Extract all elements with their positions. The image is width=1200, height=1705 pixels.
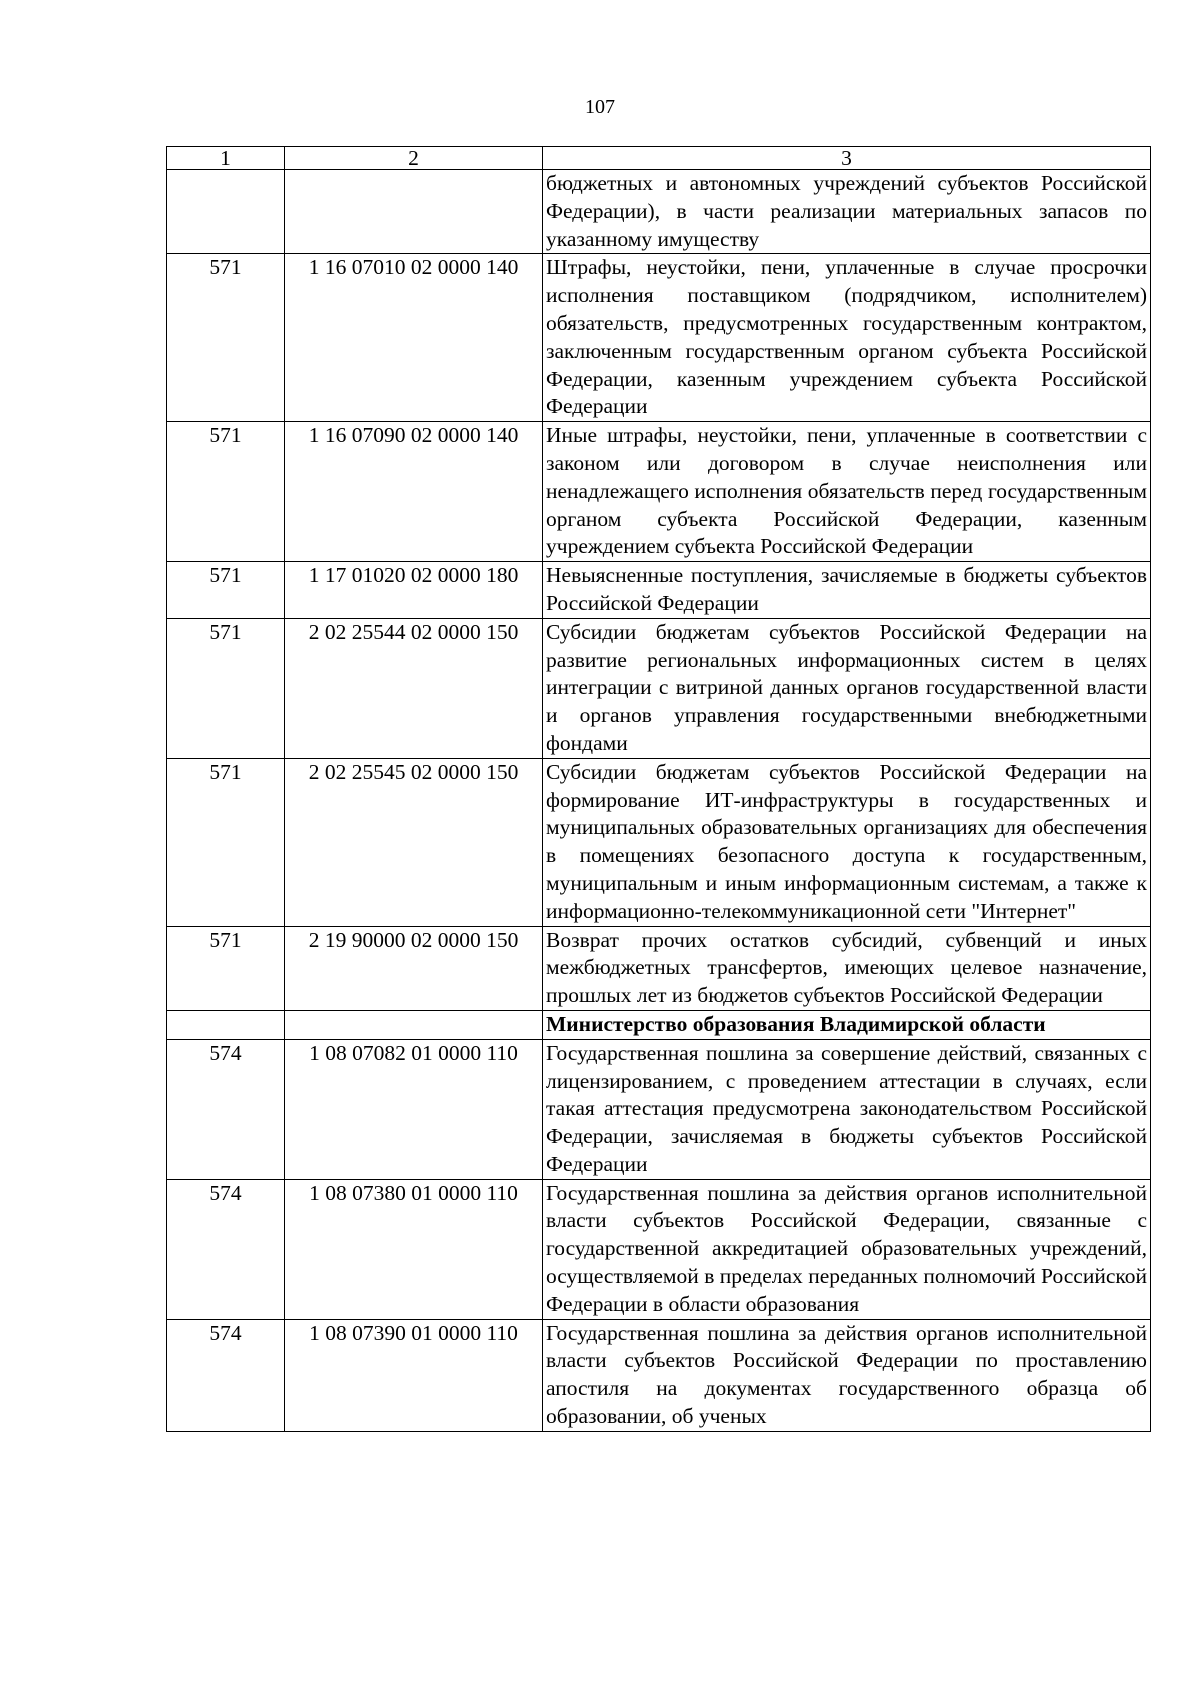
table-row [167,562,1151,619]
admin-code-cell [167,1010,285,1039]
admin-code-cell: 574 [167,1319,285,1431]
description-cell: Государственная пошлина за действия органов исполнительной власти субъектов Российской Федерации, связанные с государственной аккредитацией образовательных учреждений, осуществляемой в пределах переданных полномочий Российской Федерации в области образования [543,1179,1151,1319]
description-cell: Возврат прочих остатков субсидий, субвенций и иных межбюджетных трансфертов, имеющих целевое назначение, прошлых лет из бюджетов субъектов Российской Федерации [543,926,1151,1010]
admin-code-cell: 574 [167,1039,285,1179]
admin-code-cell: 571 [167,562,285,619]
section-heading-row [167,1010,1151,1039]
admin-code-cell: 574 [167,1179,285,1319]
table-row [167,170,1151,254]
description-cell: Субсидии бюджетам субъектов Российской Федерации на развитие региональных информационных систем в целях интеграции с витриной данных органов государственной власти и органов управления государственными внебюджетными фондами [543,618,1151,758]
description-cell: Субсидии бюджетам субъектов Российской Федерации на формирование ИТ-инфраструктуры в государственных и муниципальных образовательных организациях для обеспечения в помещениях безопасного доступа к государственным, муниципальным и иным информационным системам, а также к информационно-телекоммуникационной сети "Интернет" [543,758,1151,926]
admin-code-cell: 571 [167,618,285,758]
budget-code-cell [285,170,543,254]
revenue-codes-table [166,146,1151,1432]
budget-code-cell: 2 19 90000 02 0000 150 [285,926,543,1010]
budget-code-cell: 1 08 07082 01 0000 110 [285,1039,543,1179]
admin-code-cell: 571 [167,926,285,1010]
description-cell: Государственная пошлина за совершение действий, связанных с лицензированием, с проведением аттестации в случаях, если такая аттестация предусмотрена законодательством Российской Федерации, зачисляемая в бюджеты субъектов Российской Федерации [543,1039,1151,1179]
table-row [167,1039,1151,1179]
budget-code-cell: 1 16 07010 02 0000 140 [285,254,543,422]
table-row [167,1179,1151,1319]
budget-code-cell: 2 02 25545 02 0000 150 [285,758,543,926]
header-cell-3: 3 [543,147,1151,170]
budget-code-cell: 1 16 07090 02 0000 140 [285,422,543,562]
header-cell-2: 2 [285,147,543,170]
table-row [167,758,1151,926]
table-row [167,926,1151,1010]
admin-code-cell: 571 [167,758,285,926]
description-cell: Государственная пошлина за действия органов исполнительной власти субъектов Российской Федерации по проставлению апостиля на документах государственного образца об образовании, об ученых [543,1319,1151,1431]
ministry-heading: Министерство образования Владимирской области [543,1010,1151,1039]
table-header-row [167,147,1151,170]
table-row [167,618,1151,758]
budget-code-cell [285,1010,543,1039]
header-cell-1: 1 [167,147,285,170]
budget-code-cell: 1 08 07390 01 0000 110 [285,1319,543,1431]
budget-code-cell: 1 08 07380 01 0000 110 [285,1179,543,1319]
budget-code-cell: 2 02 25544 02 0000 150 [285,618,543,758]
description-cell: Штрафы, неустойки, пени, уплаченные в случае просрочки исполнения поставщиком (подрядчиком, исполнителем) обязательств, предусмотренных государственным контрактом, заключенным государственным органом субъекта Российской Федерации, казенным учреждением субъекта Российской Федерации [543,254,1151,422]
table-row [167,1319,1151,1431]
admin-code-cell [167,170,285,254]
description-cell: Иные штрафы, неустойки, пени, уплаченные в соответствии с законом или договором в случае неисполнения или ненадлежащего исполнения обязательств перед государственным органом субъекта Российской Федерации, казенным учреждением субъекта Российской Федерации [543,422,1151,562]
page-number: 107 [585,96,615,118]
table-row [167,254,1151,422]
table-row [167,422,1151,562]
admin-code-cell: 571 [167,422,285,562]
description-cell: бюджетных и автономных учреждений субъектов Российской Федерации), в части реализации материальных запасов по указанному имуществу [543,170,1151,254]
description-cell: Невыясненные поступления, зачисляемые в бюджеты субъектов Российской Федерации [543,562,1151,619]
budget-code-cell: 1 17 01020 02 0000 180 [285,562,543,619]
admin-code-cell: 571 [167,254,285,422]
